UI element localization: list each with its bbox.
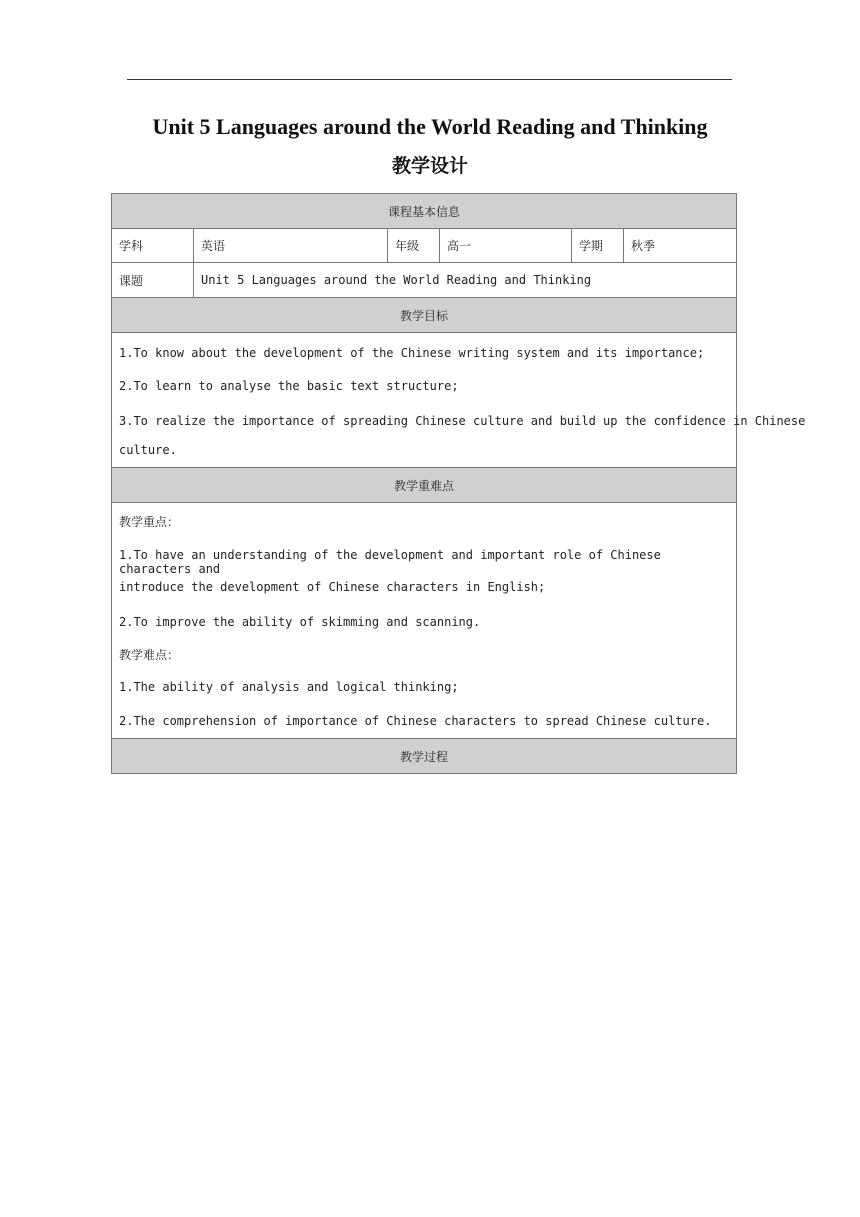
objective-item: 1.To know about the development of the Chinese writing system and its importance; [119,346,705,360]
topic-label: 课题 [112,263,194,298]
difficulty-item: 2.The comprehension of importance of Chinese characters to spread Chinese culture. [119,714,712,728]
key-points-content [112,503,737,739]
objectives-content [112,333,806,468]
focus-item: 1.To have an understanding of the development and important role of Chinese characters and [119,548,661,576]
section-header-course-info: 课程基本信息 [112,194,737,229]
objective-item: 2.To learn to analyse the basic text structure; [119,379,459,393]
lesson-plan-table [111,193,806,774]
header-rule [127,79,732,80]
term-label: 学期 [572,229,624,263]
objective-item: 3.To realize the importance of spreading Chinese culture and build up the confidence in Chinese [119,414,806,428]
topic-value: Unit 5 Languages around the World Reading and Thinking [194,263,737,298]
grade-label: 年级 [388,229,440,263]
document-subtitle: 教学设计 [391,155,468,177]
grade-value: 高一 [440,229,572,263]
document-title: Unit 5 Languages around the World Reading and Thinking [152,114,708,139]
objective-item-continued: culture. [119,443,177,457]
section-header-process: 教学过程 [112,739,737,774]
subject-value: 英语 [194,229,388,263]
focus-item-continued: introduce the development of Chinese characters in English; [119,580,546,594]
subject-label: 学科 [112,229,194,263]
focus-item: 2.To improve the ability of skimming and scanning. [119,615,481,629]
term-value: 秋季 [624,229,737,263]
difficulty-item: 1.The ability of analysis and logical thinking; [119,680,459,694]
difficulty-label: 教学难点： [119,648,180,662]
section-header-objectives: 教学目标 [112,298,737,333]
focus-label: 教学重点： [119,515,180,529]
section-header-key-points: 教学重难点 [112,468,737,503]
